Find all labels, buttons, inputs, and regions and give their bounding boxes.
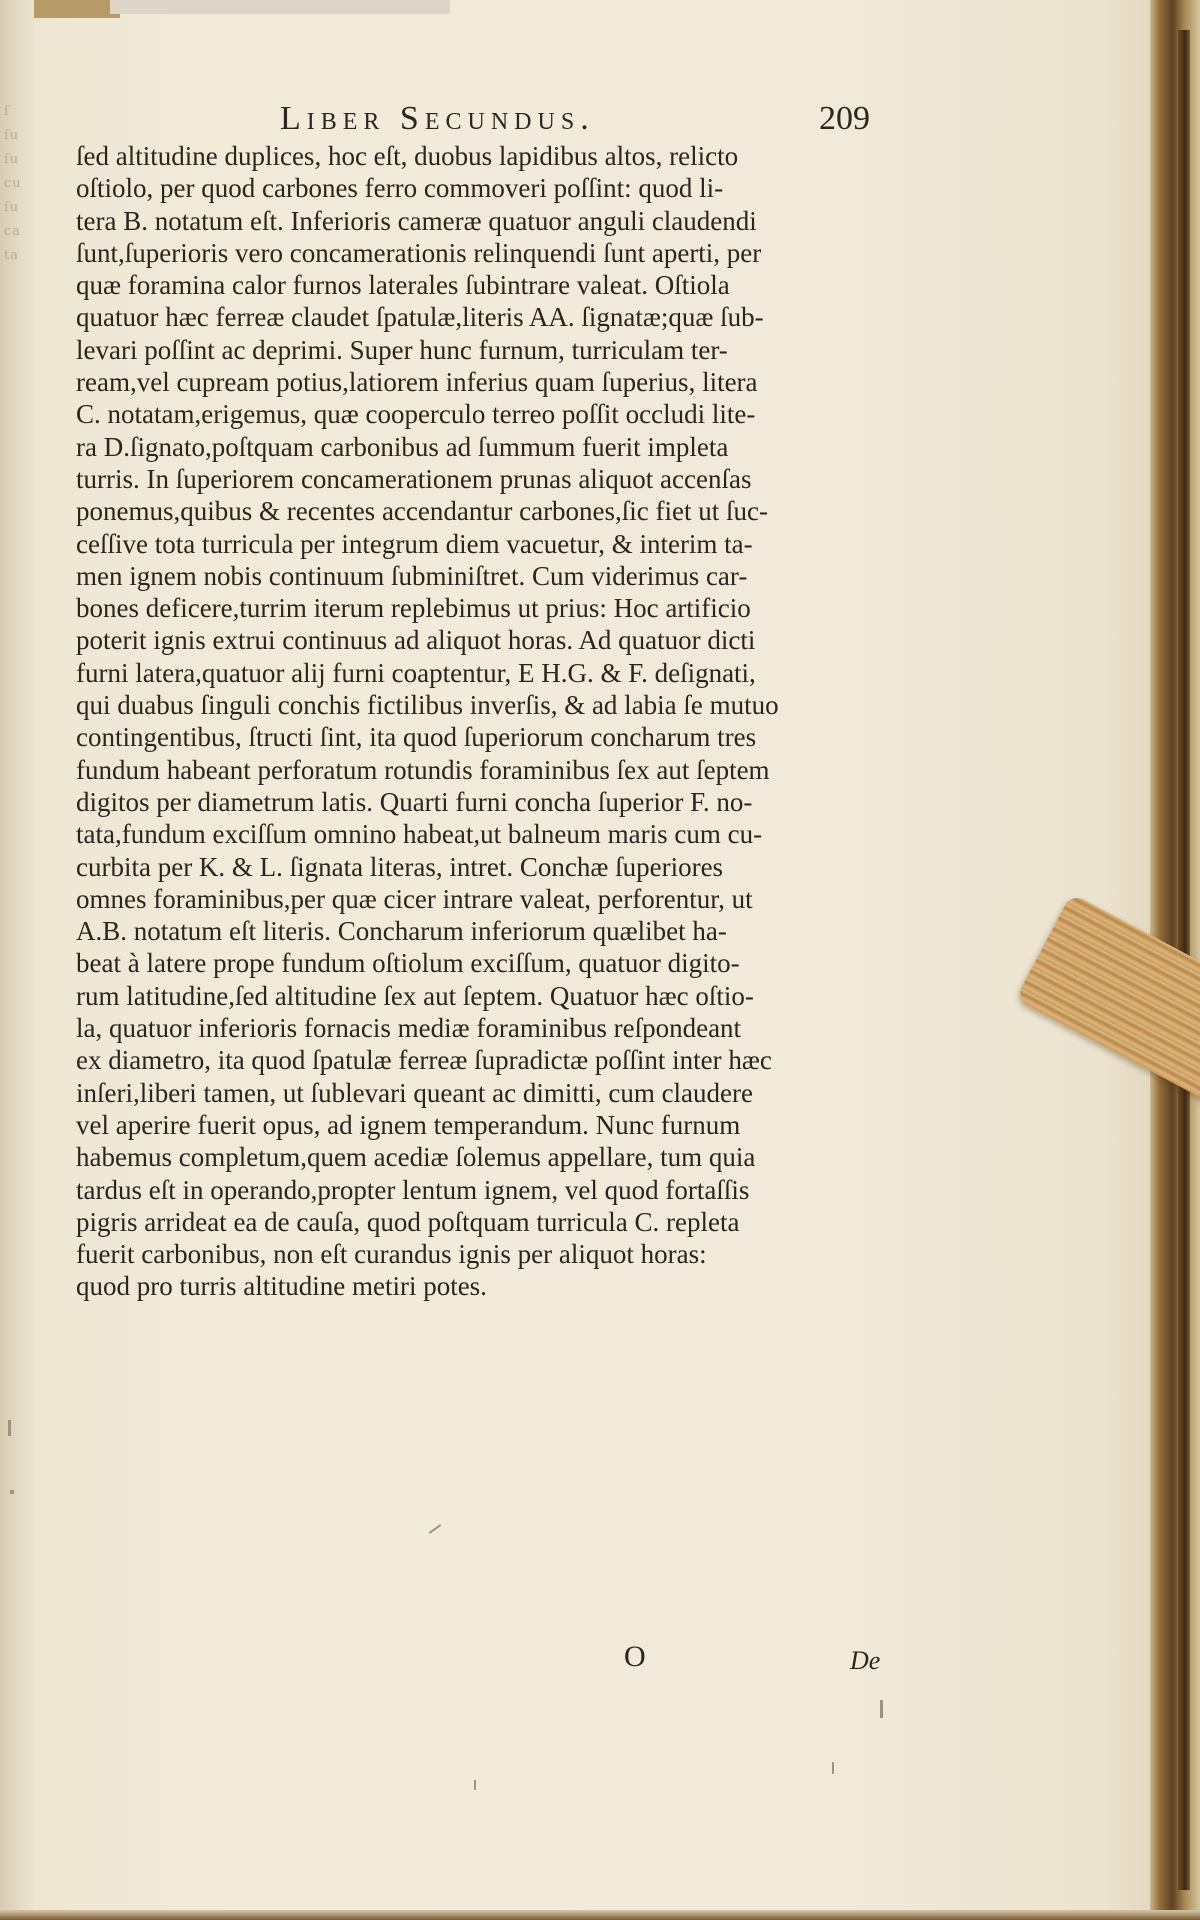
text-line: rum latitudine,ſed altitudine ſex aut ſeptem. Quatuor hæc oſtio- [76,980,754,1011]
signature-mark: O [624,1640,646,1673]
running-title: Liber Secundus. [280,100,595,137]
text-line: men ignem nobis continuum ſubminiſtret. Cum viderimus car- [76,560,748,591]
top-tab-edge [30,0,120,18]
text-line: ream,vel cupream potius,latiorem inferius quam ſuperius, litera [76,367,758,398]
left-page-edge [0,0,34,1920]
text-line: inſeri,liberi tamen, ut ſublevari queant ac dimitti, cum claudere [76,1077,754,1108]
page-number: 209 [819,100,870,137]
text-line: ceſſive tota turricula per integrum diem vacuetur, & interim ta- [76,528,753,559]
text-line: quæ foramina calor furnos laterales ſubintrare valeat. Oſtiola [76,270,730,301]
paper-speck [8,1420,11,1436]
text-line: ra D.ſignato,poſtquam carbonibus ad ſummum fuerit impleta [76,431,729,462]
text-line: tata,fundum exciſſum omnino habeat,ut balneum maris cum cu- [76,819,763,850]
text-line: ſed altitudine duplices, hoc eſt, duobus lapidibus altos, relicto [76,141,739,171]
text-line: fundum habeant perforatum rotundis foraminibus ſex aut ſeptem [76,754,770,785]
text-line: C. notatam,erigemus, quæ cooperculo terreo poſſit occludi lite- [76,399,756,430]
top-paper-strip [110,0,450,14]
text-line: beat à latere prope fundum oſtiolum exciſſum, quatuor digito- [76,948,740,979]
text-line: tera B. notatum eſt. Inferioris cameræ quatuor anguli claudendi [76,205,757,236]
paper-speck [474,1780,476,1790]
text-line: tardus eſt in operando,propter lentum ignem, vel quod fortaſſis [76,1174,750,1205]
paper-speck [429,1524,442,1534]
text-line: qui duabus ſinguli conchis fictilibus inverſis, & ad labia ſe mutuo [76,690,779,721]
running-header [280,100,870,144]
bottom-page-edge [0,1910,1200,1920]
text-line: levari poſſint ac deprimi. Super hunc furnum, turriculam ter- [76,334,728,365]
bleed-through-marks: ſ ſu ſu cu ſu ca ta [4,104,22,263]
text-line: ponemus,quibus & recentes accendantur carbones,ſic fiet ut ſuc- [76,496,768,527]
text-line: bones deficere,turrim iterum replebimus ut prius: Hoc artificio [76,593,751,624]
text-line: oſtiolo, per quod carbones ferro commoveri poſſint: quod li- [76,173,724,204]
text-line: fuerit carbonibus, non eſt curandus ignis per aliquot horas: [76,1239,707,1270]
text-line: digitos per diametrum latis. Quarti furni concha ſuperior F. no- [76,786,753,817]
text-line: poterit ignis extrui continuus ad aliquot horas. Ad quatuor dicti [76,625,756,656]
text-line: habemus completum,quem acediæ ſolemus appellare, tum quia [76,1142,756,1173]
text-line: A.B. notatum eſt literis. Concharum inferiorum quælibet ha- [76,916,727,947]
paper-speck [832,1762,834,1774]
text-line: vel aperire fuerit opus, ad ignem temperandum. Nunc furnum [76,1109,741,1140]
paper-speck [880,1700,883,1718]
paper-speck [10,1490,14,1494]
text-line: contingentibus, ſtructi ſint, ita quod ſuperiorum concharum tres [76,722,757,753]
text-line: ſunt,ſuperioris vero concamerationis relinquendi ſunt aperti, per [76,237,762,268]
text-line: omnes foraminibus,per quæ cicer intrare valeat, perforentur, ut [76,883,753,914]
text-line: quatuor hæc ferreæ claudet ſpatulæ,literis AA. ſignatæ;quæ ſub- [76,302,764,333]
catchword: De [850,1646,881,1675]
body-text [76,140,906,1303]
text-line: la, quatuor inferioris fornacis mediæ foraminibus reſpondeant [76,1013,742,1044]
text-line: curbita per K. & L. ſignata literas, intret. Conchæ ſuperiores [76,851,724,882]
text-line: turris. In ſuperiorem concamerationem prunas aliquot accenſas [76,463,752,494]
text-line: furni latera,quatuor alij furni coaptentur, E H.G. & F. deſignati, [76,657,756,688]
text-line: ex diametro, ita quod ſpatulæ ferreæ ſupradictæ poſſint inter hæc [76,1045,772,1076]
text-line: pigris arrideat ea de cauſa, quod poſtquam turricula C. repleta [76,1206,740,1237]
text-line: quod pro turris altitudine metiri potes. [76,1271,487,1302]
